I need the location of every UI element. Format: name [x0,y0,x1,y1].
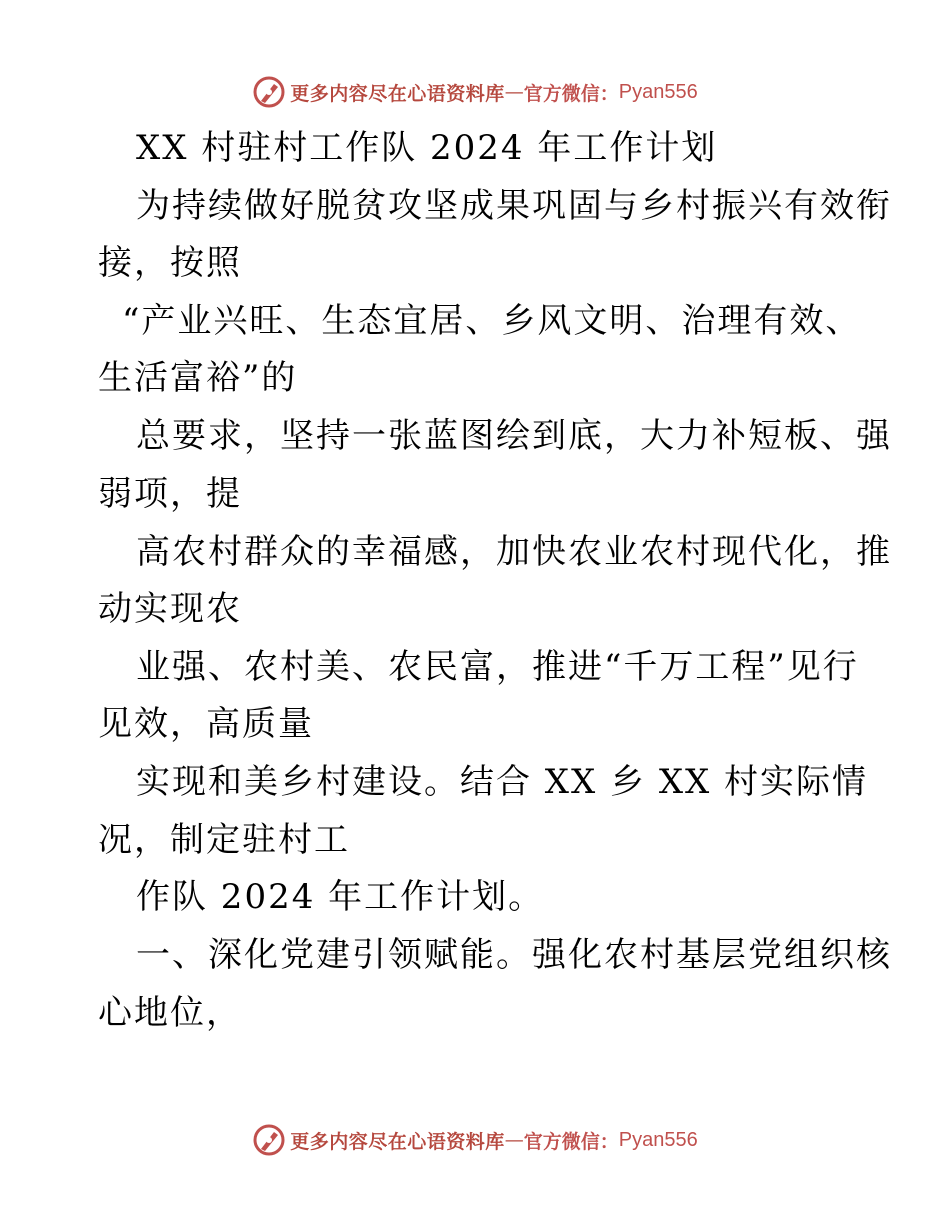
text-line: 一、深化党建引领赋能。强化农村基层党组织核 [136,935,892,975]
text-line: 生活富裕”的 [98,358,298,398]
banner-site-text: 更多内容尽在心语资料库 [290,82,505,105]
banner-wechat-label: 官方微信： [523,1130,619,1153]
text-line: 弱项，提 [98,474,242,514]
text-line: 总要求，坚持一张蓝图绘到底，大力补短板、强 [136,416,892,456]
text-line: 实现和美乡村建设。结合 XX 乡 XX 村实际情 [136,762,869,802]
banner-wechat-id: Pyan556 [618,1128,698,1151]
banner-site-text: 更多内容尽在心语资料库 [290,1130,505,1153]
banner-dash: — [504,1129,524,1151]
pen-logo-icon [252,75,286,109]
text-line: 作队 2024 年工作计划。 [136,877,545,917]
text-line: 业强、农村美、农民富，推进“千万工程”见行 [136,647,859,687]
text-line: 况，制定驻村工 [98,820,350,860]
text-line: 见效，高质量 [98,704,314,744]
text-line: “产业兴旺、生态宜居、乡风文明、治理有效、 [122,301,862,341]
banner-wechat-id: Pyan556 [618,80,698,103]
document-title: XX 村驻村工作队 2024 年工作计划 [136,128,718,168]
banner-dash: — [504,81,524,103]
footer-banner [0,1120,950,1160]
banner-wechat-label: 官方微信： [523,82,619,105]
text-line: 心地位， [98,993,242,1033]
text-line: 动实现农 [98,589,242,629]
text-line: 为持续做好脱贫攻坚成果巩固与乡村振兴有效衔 [136,186,892,226]
header-banner [0,72,950,112]
text-line: 高农村群众的幸福感，加快农业农村现代化，推 [136,532,892,572]
pen-logo-icon [252,1123,286,1157]
text-line: 接，按照 [98,243,242,283]
